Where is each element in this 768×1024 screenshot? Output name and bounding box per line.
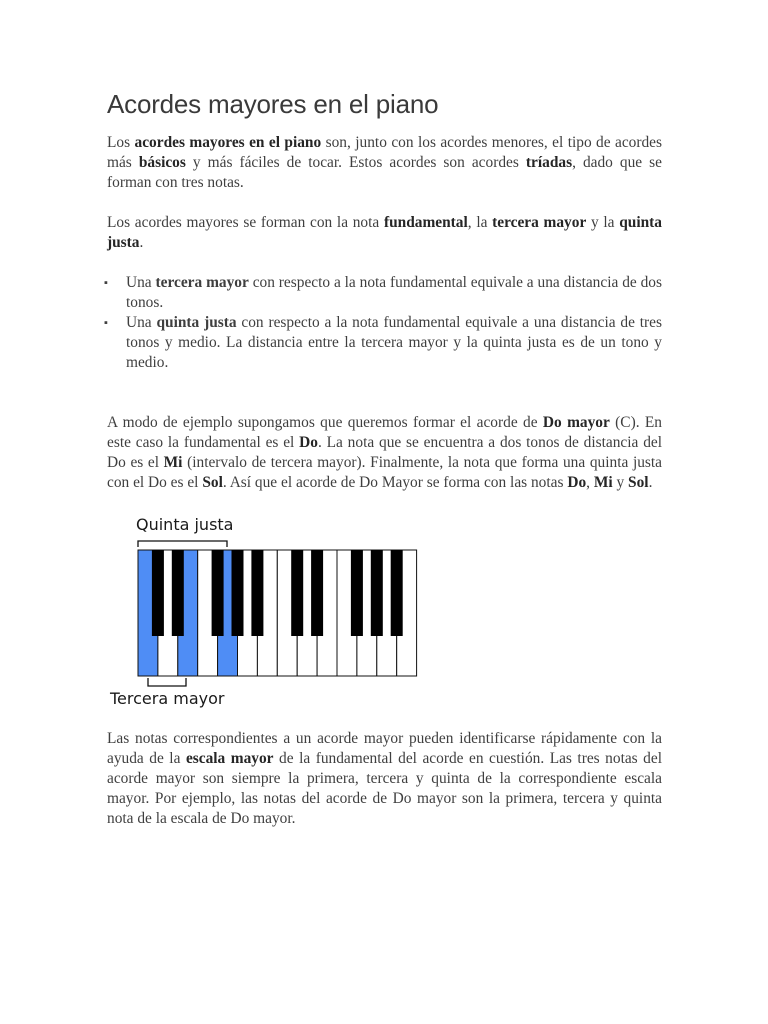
bold-text: Do [299,434,318,451]
page-title: Acordes mayores en el piano [107,89,439,119]
black-key-f-sharp2 [351,550,363,636]
bold-text: quinta justa [156,314,237,331]
formation-paragraph [107,213,662,253]
tercera-mayor-bracket [148,678,186,686]
bold-text: tercera mayor [492,214,587,231]
bold-text: Do [567,474,587,491]
black-key-a-sharp2 [391,550,403,636]
bold-text: tríadas [525,154,573,171]
text: . [648,474,653,491]
text: y [612,474,629,491]
text: . Así que el acorde de Do Mayor se forma con las notas [222,474,568,491]
text: y más fáciles de tocar. Estos acordes son acordes [185,154,526,171]
bold-text: Sol [202,474,223,491]
bullet-icon: ▪ [104,317,108,329]
text: (C). En este caso la fundamental es el [107,414,663,451]
intro-paragraph [107,133,662,193]
example-paragraph [107,413,662,493]
black-key-c-sharp2 [291,550,303,636]
bold-text: Mi [163,454,183,471]
black-key-a-sharp1 [251,550,263,636]
black-key-g-sharp1 [232,550,244,636]
text: . La nota que se encuentra a dos tonos de distancia del Do es el [107,434,662,471]
bold-text: escala mayor [185,750,274,767]
text: , [586,474,594,491]
text: son, junto con los acordes menores, el tipo de acordes más [107,134,663,171]
bold-text: quinta justa [107,214,662,251]
text: Los [107,134,135,151]
list-item [104,273,662,313]
black-key-d-sharp2 [311,550,323,636]
quinta-justa-label: Quinta justa [136,515,234,534]
text: , la [467,214,493,231]
text: y la [586,214,620,231]
bold-text: Sol [628,474,649,491]
text: Los acordes mayores se forman con la nota [107,214,384,231]
bold-text: fundamental [383,214,468,231]
text: Una [126,274,156,291]
text: . [139,234,144,251]
black-key-f-sharp1 [212,550,224,636]
black-key-g-sharp2 [371,550,383,636]
text: , dado que se forman con tres notas. [107,154,662,191]
text: Las notas correspondientes a un acorde mayor pueden identificarse rápidamente con la ayuda de la [107,730,662,767]
text: con respecto a la nota fundamental equivale a una distancia de dos tonos. [126,274,662,311]
text: con respecto a la nota fundamental equivale a una distancia de tres tonos y medio. La distancia entre la tercera mayor y la quinta justa es de un tono y medio. [126,314,662,371]
bold-text: acordes mayores en el piano [134,134,322,151]
bold-text: Do mayor [542,414,610,431]
list-item [104,313,662,373]
bold-text: básicos [138,154,186,171]
black-key-c-sharp1 [152,550,164,636]
bullet-icon: ▪ [104,277,108,289]
bold-text: tercera mayor [155,274,249,291]
text: Una [126,314,157,331]
quinta-justa-bracket [138,541,227,547]
piano-keyboard-diagram [130,538,420,708]
scale-paragraph [107,729,662,829]
bold-text: Mi [593,474,613,491]
text: A modo de ejemplo supongamos que queremos formar el acorde de [107,414,543,431]
text: de la fundamental del acorde en cuestión. Las tres notas del acorde mayor son siempre la primera, tercera y quinta de la correspondiente escala mayor. Por ejemplo, las notas del acorde de Do mayor son la primera, tercera y quinta nota de la escala de Do mayor. [107,750,662,827]
text: (intervalo de tercera mayor). Finalmente, la nota que forma una quinta justa con el Do es el [107,454,663,491]
interval-list [104,273,662,373]
black-key-d-sharp1 [172,550,184,636]
tercera-mayor-label: Tercera mayor [110,689,225,708]
